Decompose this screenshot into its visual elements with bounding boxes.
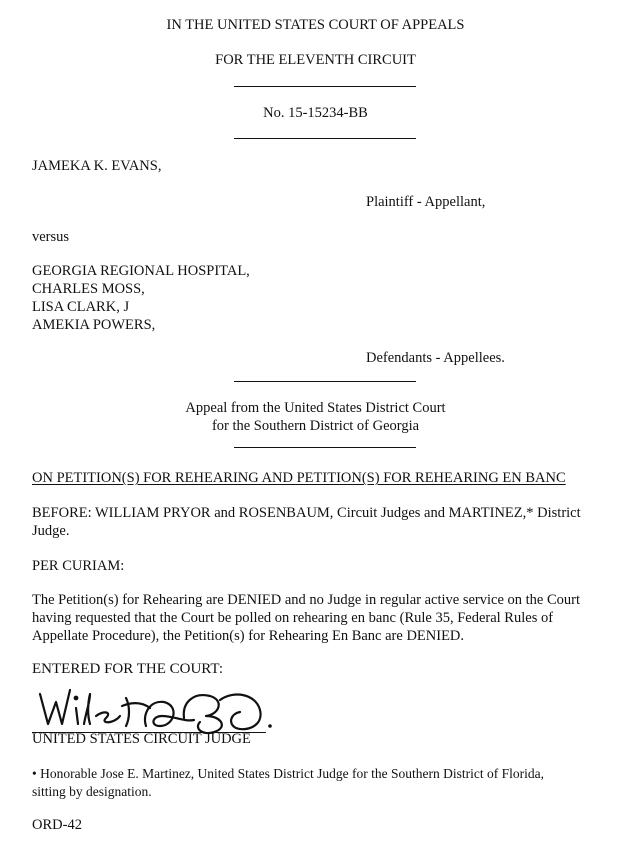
order-line-3: Appellate Procedure), the Petition(s) for Rehearing En Banc are DENIED. [32, 628, 465, 644]
defendant-name: GEORGIA REGIONAL HOSPITAL, [32, 263, 250, 279]
divider [234, 447, 416, 448]
appeal-line-2: for the Southern District of Georgia [211, 418, 420, 434]
judge-signature [34, 672, 284, 740]
defendant-name: LISA CLARK, J [32, 299, 130, 315]
defendant-name: AMEKIA POWERS, [32, 317, 156, 333]
footnote-line-1: • Honorable Jose E. Martinez, United States District Judge for the Southern District of Florida, [32, 766, 544, 781]
order-line-2: having requested that the Court be polled on rehearing en banc (Rule 35, Federal Rules of [32, 610, 554, 626]
divider [234, 138, 416, 139]
case-number: No. 15-15234-BB [263, 105, 368, 121]
divider [234, 381, 416, 382]
appeal-line-1: Appeal from the United States District Court [185, 400, 446, 416]
order-line-1: The Petition(s) for Rehearing are DENIED and no Judge in regular active service on the Court [32, 592, 580, 608]
entered-for-court: ENTERED FOR THE COURT: [32, 661, 223, 677]
circuit-title: FOR THE ELEVENTH CIRCUIT [215, 52, 416, 68]
defendants-role: Defendants - Appellees. [366, 350, 505, 366]
court-title: IN THE UNITED STATES COURT OF APPEALS [166, 17, 465, 33]
before-line-1: BEFORE: WILLIAM PRYOR and ROSENBAUM, Circuit Judges and MARTINEZ,* District [32, 505, 581, 521]
petition-heading: ON PETITION(S) FOR REHEARING AND PETITION(S) FOR REHEARING EN BANC [32, 470, 566, 486]
plaintiff-name: JAMEKA K. EVANS, [32, 158, 162, 174]
per-curiam: PER CURIAM: [32, 558, 125, 574]
footnote-line-2: sitting by designation. [32, 784, 152, 799]
defendant-name: CHARLES MOSS, [32, 281, 145, 297]
before-line-2: Judge. [32, 523, 70, 539]
divider [234, 86, 416, 87]
form-code: ORD-42 [32, 817, 82, 833]
versus-label: versus [32, 229, 70, 245]
plaintiff-role: Plaintiff - Appellant, [366, 194, 486, 210]
judge-title: UNITED STATES CIRCUIT JUDGE [32, 731, 251, 747]
